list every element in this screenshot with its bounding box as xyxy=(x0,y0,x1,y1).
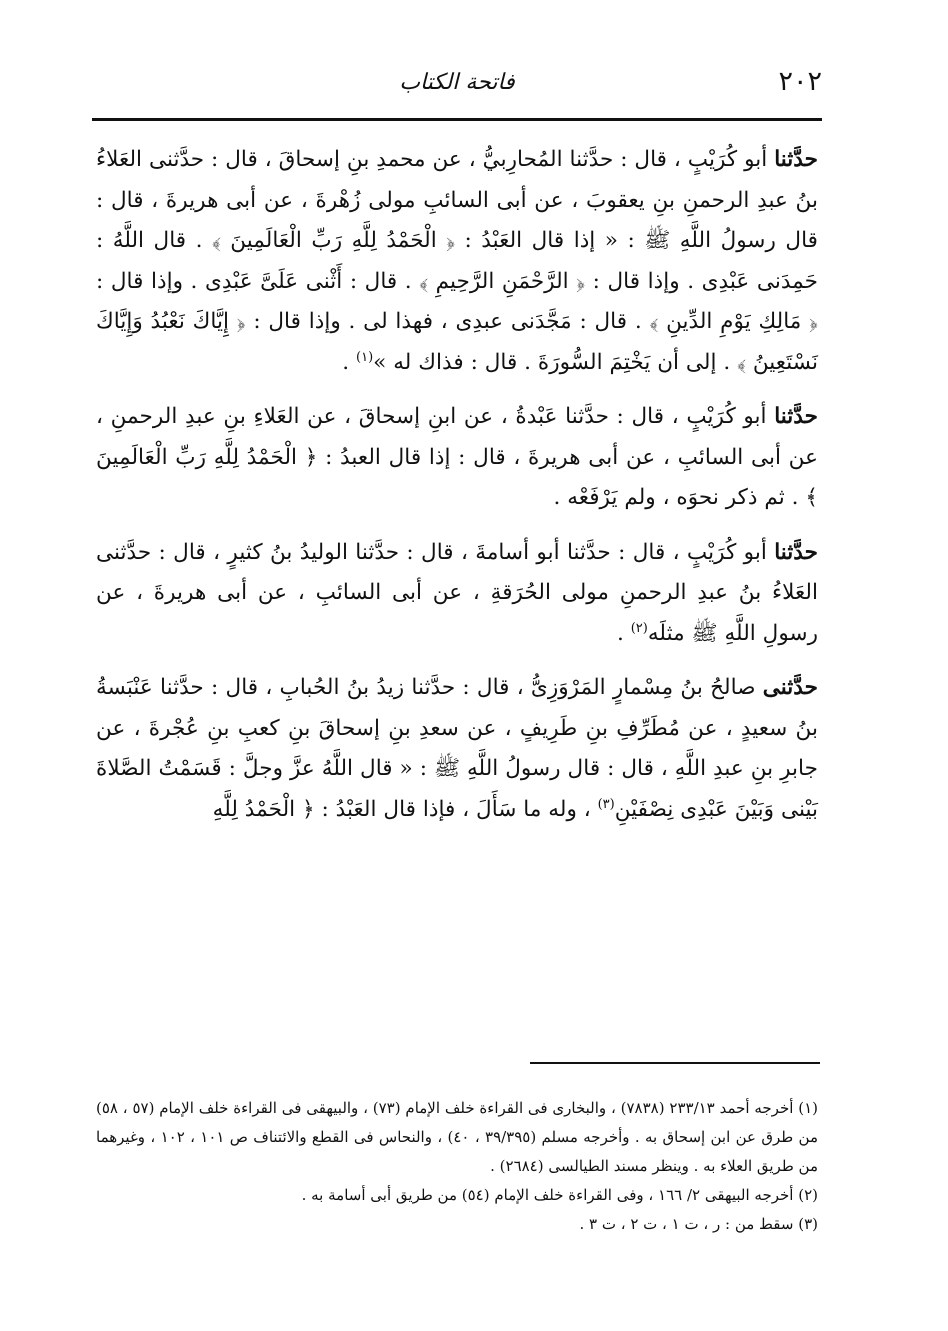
page-number: ٢٠٢ xyxy=(778,66,822,97)
paragraph-tail: ، وله ما سَأَلَ ، فإذا قال العَبْدُ : ﴿ الْحَمْدُ لِلَّهِ xyxy=(212,796,598,822)
paragraph-tail: . xyxy=(342,349,357,375)
footnote-marker: (٢) xyxy=(630,620,648,636)
footnote: (٢) أخرجه البيهقى ٢/ ١٦٦ ، وفى القراءة خلف الإمام (٥٤) من طريق أبى أسامة به . xyxy=(301,1186,818,1204)
footnote-marker: (١) xyxy=(356,349,374,365)
paragraph-text: صالحُ بنُ مِسْمارٍ المَرْوَزِىُّ ، قال : حدَّثنا زيدُ بنُ الحُبابِ ، قال : حدَّثنا عَنْبَسةُ بنُ سعيدٍ ، عن مُطَرِّفِ بنِ طَرِيفٍ ، عن سعدِ بنِ إسحاقَ بنِ كعبِ بنِ عُجْرةَ ، عن جابرِ بنِ عبدِ اللَّهِ ، قال : قال رسولُ اللَّهِ ﷺ : « قال اللَّهُ عزَّ وجلَّ : قَسَمْتُ الصَّلاةَ بَيْنى وَبَيْنَ عَبْدِى نِصْفَيْنِ xyxy=(96,675,818,822)
paragraph-text: أبو كُرَيْبٍ ، قال : حدَّثنا أبو أسامةَ ، قال : حدَّثنا الوليدُ بنُ كثيرٍ ، قال : حدَّثنى العَلاءُ بنُ عبدِ الرحمنِ مولى الحُرَقةِ ، عن أبى السائبِ ، عن أبى هريرةَ ، عن رسولِ اللَّهِ ﷺ مثلَه xyxy=(96,539,818,646)
paragraph-lead-word: حدَّثنا xyxy=(774,539,818,565)
paragraph-lead-word: حدَّثنا xyxy=(774,404,818,429)
paragraph-tail: . xyxy=(616,620,631,646)
hadith-paragraph xyxy=(96,668,818,830)
hadith-paragraph xyxy=(96,140,818,383)
footnote: (٣) سقط من : ر ، ت ١ ، ت ٢ ، ت ٣ . xyxy=(579,1215,818,1233)
main-text xyxy=(96,140,818,844)
paragraph-lead-word: حدَّثنى xyxy=(762,675,818,700)
paragraph-text: أبو كُرَيْبٍ ، قال : حدَّثنا المُحارِبيُّ ، عن محمدِ بنِ إسحاقَ ، قال : حدَّثنى العَلاءُ بنُ عبدِ الرحمنِ بنِ يعقوبَ ، عن أبى السائبِ مولى زُهْرةَ ، عن أبى هريرةَ ، قال : قال رسولُ اللَّهِ ﷺ : « إذا قال العَبْدُ : ﴿ الْحَمْدُ لِلَّهِ رَبِّ الْعَالَمِينَ ﴾ . قال اللَّهُ : حَمِدَنى عَبْدِى . وإذا قال : ﴿ الرَّحْمَنِ الرَّحِيمِ ﴾ . قال : أَثْنى عَلَىَّ عَبْدِى . وإذا قال : ﴿ مَالِكِ يَوْمِ الدِّينِ ﴾ . قال : مَجَّدَنى عبدِى ، فهذا لى . وإذا قال : ﴿ إِيَّاكَ نَعْبُدُ وَإِيَّاكَ نَسْتَعِينُ ﴾ . إلى أن يَخْتِمَ السُّورَةَ . قال : فذاك له » xyxy=(96,147,818,375)
paragraph-lead-word: حدَّثنا xyxy=(774,147,818,172)
page-header xyxy=(92,66,822,106)
header-rule xyxy=(92,118,822,121)
hadith-paragraph xyxy=(96,397,818,519)
footnote: (١) أخرجه أحمد ٢٣٣/١٣ (٧٨٣٨) ، والبخارى فى القراءة خلف الإمام (٧٣) ، والبيهقى فى القراءة خلف الإمام (٥٧ ، ٥٨) من طرق عن ابن إسحاق به . وأخرجه مسلم (٣٩/٣٩٥ ، ٤٠) ، والنحاس فى القطع والائتناف ص ١٠١ ، ١٠٢ ، وغيرهما من طريق العلاء به . وينظر مسند الطيالسى (٢٦٨٤) . xyxy=(96,1099,818,1175)
footnotes xyxy=(96,1094,818,1239)
paragraph-text: أبو كُرَيْبٍ ، قال : حدَّثنا عَبْدةُ ، عن ابنِ إسحاقَ ، عن العَلاءِ بنِ عبدِ الرحمنِ ، عن أبى السائبِ ، عن أبى هريرةَ ، قال : إذا قال العبدُ : ﴿ الْحَمْدُ لِلَّهِ رَبِّ الْعَالَمِينَ ﴾ . ثم ذكر نحوَه ، ولم يَرْفَعْه . xyxy=(96,404,818,510)
hadith-paragraph xyxy=(96,533,818,655)
footnote-marker: (٣) xyxy=(597,796,615,812)
running-title: فاتحة الكتاب xyxy=(399,70,515,95)
footnote-rule xyxy=(530,1062,820,1064)
